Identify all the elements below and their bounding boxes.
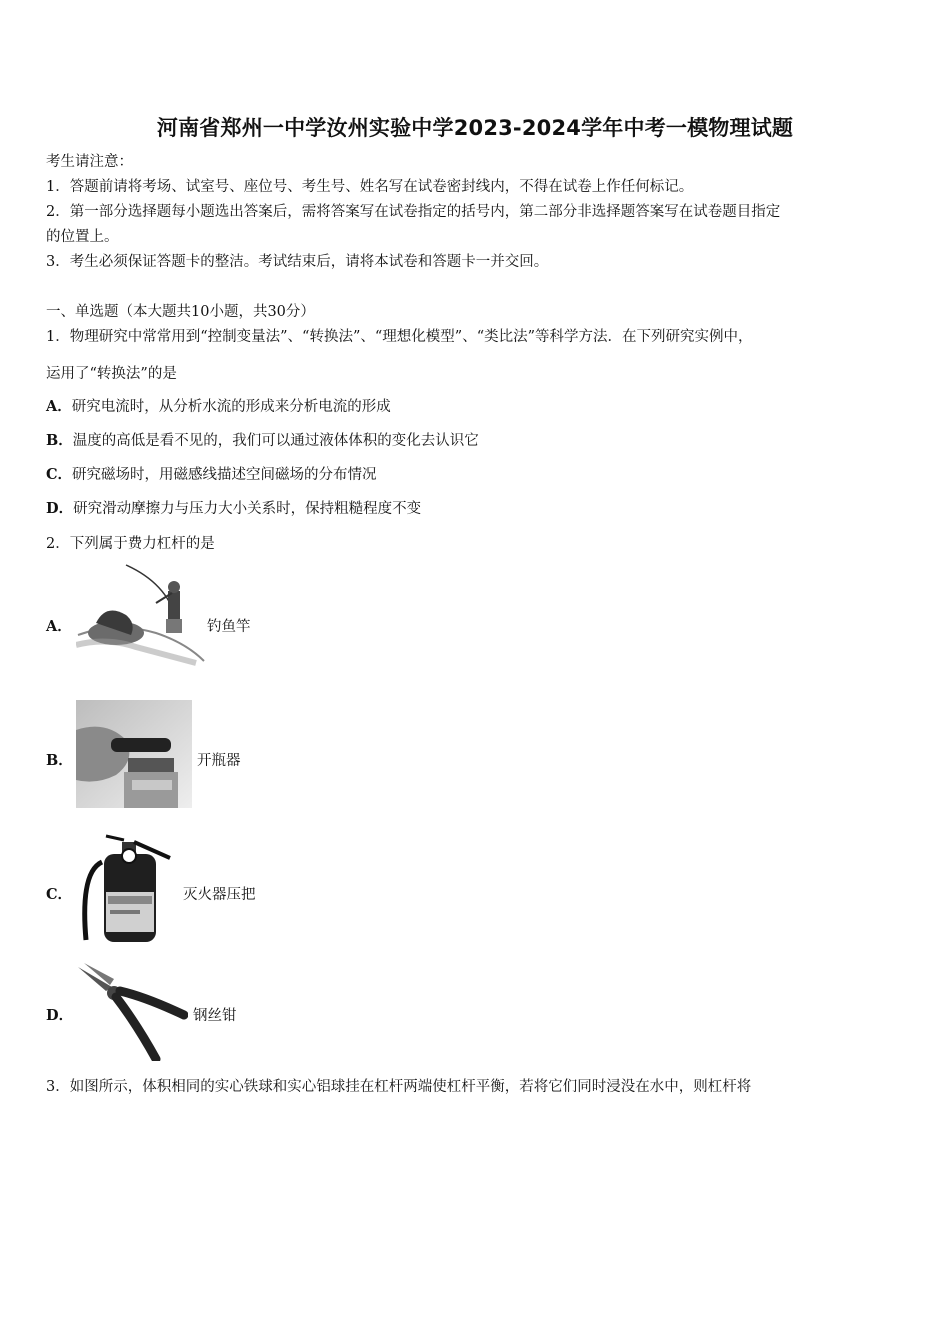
option-letter: B． (46, 432, 73, 449)
notice-heading: 考生请注意： (46, 154, 133, 170)
notice-item-2-cont: 的位置上。 (46, 229, 119, 245)
q2-option-d-label: 钢丝钳 (193, 1008, 237, 1024)
fire-extinguisher-photo (76, 832, 172, 942)
option-text: 研究滑动摩擦力与压力大小关系时，保持粗糙程度不变 (73, 501, 422, 517)
notice-item-2: 2．第一部分选择题每小题选出答案后，需将答案写在试卷指定的括号内，第二部分非选择题答案写在试卷题目指定 (46, 204, 781, 220)
q2-option-b-letter[interactable]: B． (46, 752, 73, 769)
q2-option-a-label: 钓鱼竿 (207, 619, 251, 635)
q2-option-c-letter[interactable]: C． (46, 886, 73, 903)
q2-option-b-label: 开瓶器 (197, 753, 241, 769)
bottle-opener-photo (76, 700, 192, 808)
section-heading: 一、单选题（本大题共10小题，共30分） (46, 304, 315, 320)
option-letter: C． (46, 466, 73, 483)
option-text: 研究电流时，从分析水流的形成来分析电流的形成 (71, 399, 391, 415)
notice-item-3: 3．考生必须保证答题卡的整洁。考试结束后，请将本试卷和答题卡一并交回。 (46, 254, 549, 270)
fishing-rod-photo (76, 563, 206, 671)
question-2-stem: 2．下列属于费力杠杆的是 (46, 536, 215, 552)
pliers-photo (76, 963, 188, 1061)
question-3-stem: 3．如图所示，体积相同的实心铁球和实心铝球挂在杠杆两端使杠杆平衡，若将它们同时浸没在水中，则杠杆将 (46, 1079, 752, 1095)
q1-option-c[interactable] (46, 465, 377, 485)
option-text: 温度的高低是看不见的，我们可以通过液体体积的变化去认识它 (72, 433, 479, 449)
q1-option-a[interactable] (46, 397, 391, 417)
option-letter: A． (46, 398, 72, 415)
option-text: 研究磁场时，用磁感线描述空间磁场的分布情况 (72, 467, 377, 483)
page-title: 河南省郑州一中学汝州实验中学2023-2024学年中考一模物理试题 (156, 116, 794, 140)
notice-item-1: 1．答题前请将考场、试室号、座位号、考生号、姓名写在试卷密封线内，不得在试卷上作任何标记。 (46, 179, 694, 195)
question-1-stem: 1．物理研究中常常用到“控制变量法”、“转换法”、“理想化模型”、“类比法”等科学方法．在下列研究实例中， (46, 329, 753, 345)
option-letter: D． (46, 500, 74, 517)
q1-option-b[interactable] (46, 431, 479, 451)
question-1-stem-cont: 运用了“转换法”的是 (46, 366, 177, 382)
q2-option-c-label: 灭火器压把 (183, 887, 256, 903)
q1-option-d[interactable] (46, 499, 421, 519)
q2-option-a-letter[interactable]: A． (46, 618, 72, 635)
q2-option-d-letter[interactable]: D． (46, 1007, 74, 1024)
